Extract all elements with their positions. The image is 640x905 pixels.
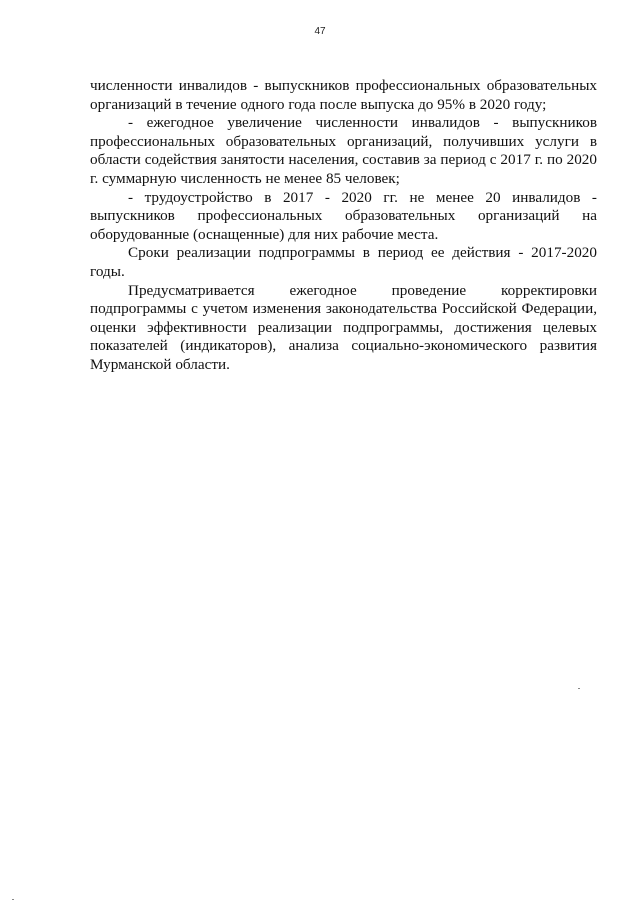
paragraph-continuation: численности инвалидов - выпускников профессиональных образовательных организаций в течение одного года после выпуска до 95% в 2020 году; — [90, 77, 597, 113]
paragraph-adjustment: Предусматривается ежегодное проведение корректировки подпрограммы с учетом изменения законодательства Российской Федерации, оценки эффективности реализации подпрограммы, достижения целевых показателей (индикаторов), анализа социально-экономического развития Мурманской области. — [90, 281, 597, 373]
paragraph-list-item: - ежегодное увеличение численности инвалидов - выпускников профессиональных образовательных организаций, получивших услуги в области содействия занятости населения, составив за период с 2017 г. по 2020 г. суммарную численность не менее 85 человек; — [90, 114, 597, 187]
page-number: 47 — [314, 26, 326, 37]
scan-artifact — [12, 899, 14, 900]
document-body — [90, 77, 597, 375]
scan-artifact — [578, 688, 580, 689]
paragraph-list-item: - трудоустройство в 2017 - 2020 гг. не менее 20 инвалидов - выпускников профессиональных образовательных организаций на оборудованные (оснащенные) для них рабочие места. — [90, 188, 597, 243]
paragraph-implementation-period: Сроки реализации подпрограммы в период ее действия - 2017-2020 годы. — [90, 244, 597, 280]
